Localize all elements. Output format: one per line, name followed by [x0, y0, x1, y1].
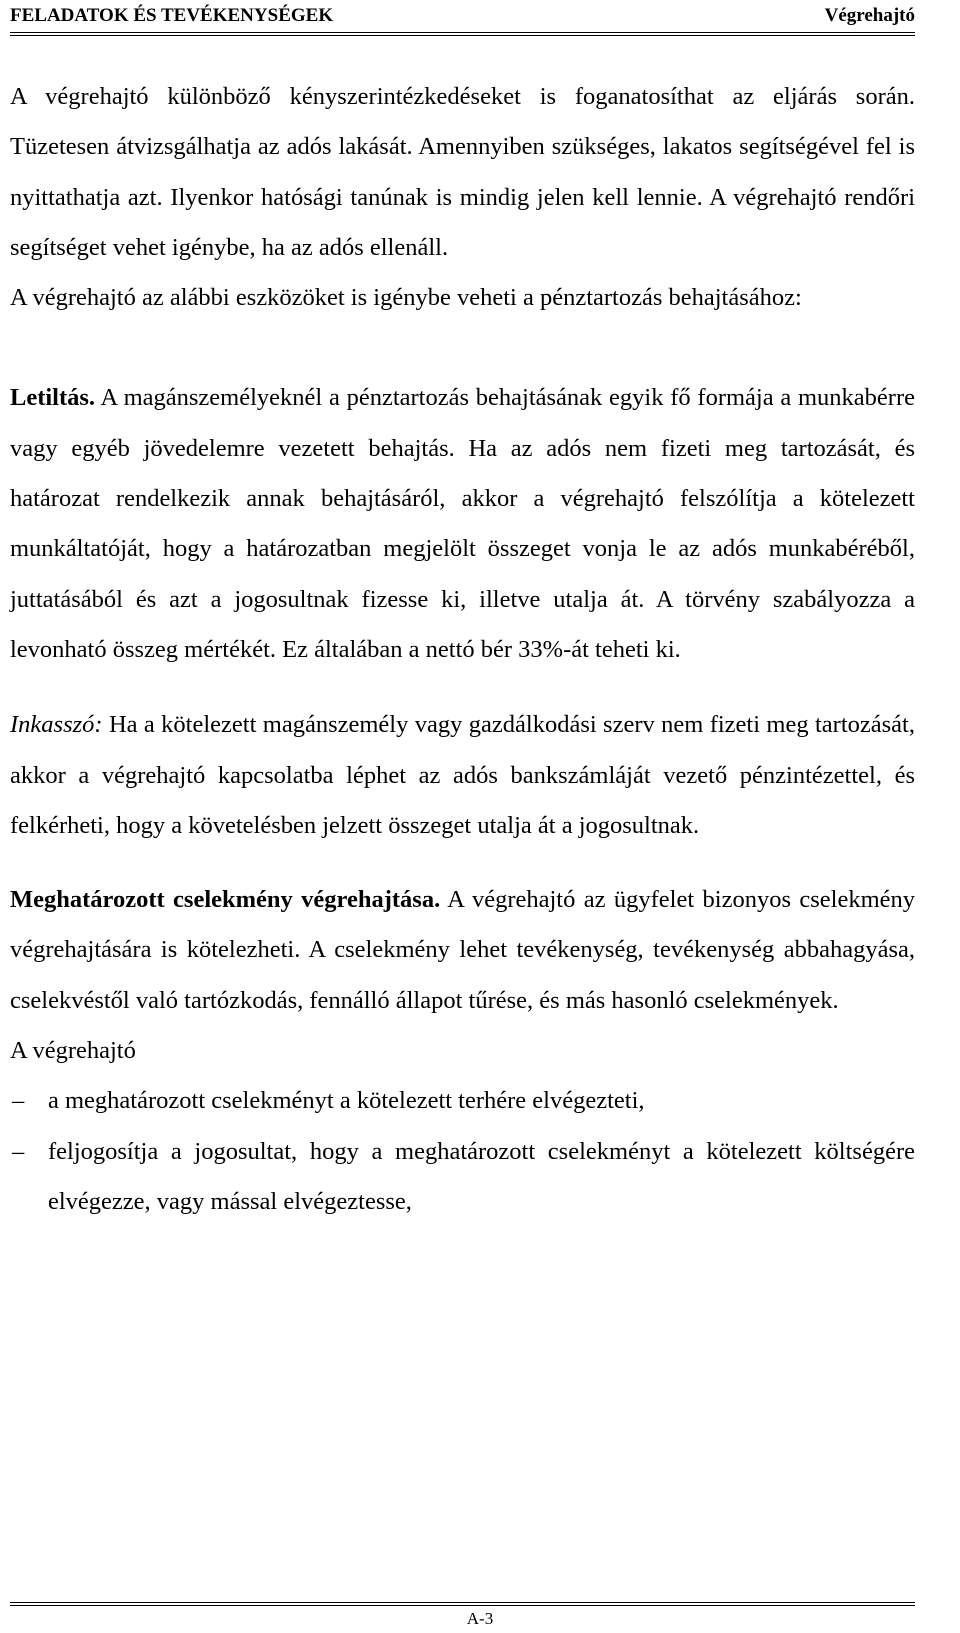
header-chapter-title: Végrehajtó — [824, 5, 915, 26]
header-double-rule — [10, 32, 915, 36]
list-item — [10, 1127, 915, 1228]
running-header — [10, 4, 915, 28]
paragraph-letiltas — [10, 373, 915, 675]
letiltas-text: A magánszemélyeknél a pénztartozás behajtásának egyik fő formája a munkabérre vagy egyéb jövedelemre vezetett behajtás. Ha az adós nem fizeti meg tartozását, és határozat rendelkezik annak behajtásáról, akkor a végrehajtó felszólítja a kötelezett munkáltatóját, hogy a határozatban megjelölt összeget vonja le az adós munkabéréből, juttatásából és azt a jogosultnak fizesse ki, illetve utalja át. A törvény szabályozza a levonható összeg mértékét. Ez általában a nettó bér 33%-át teheti ki. — [10, 384, 915, 663]
cselekmeny-text: A végrehajtó az ügyfelet bizonyos cselekmény végrehajtására is kötelezheti. A cselekmény lehet tevékenység, tevékenység abbahagyása, cselekvéstől való tartózkodás, fennálló állapot tűrése, és más hasonló cselekmények. — [10, 886, 916, 1014]
paragraph-list-intro: A végrehajtó — [10, 1037, 136, 1065]
paragraph-intro: A végrehajtó különböző kényszerintézkedéseket is foganatosíthat az eljárás során. Tüzetesen átvizsgálhatja az adós lakását. Amennyiben szükséges, lakatos segítségével fel is nyittathatja azt. Ilyenkor hatósági tanúnak is mindig jelen kell lennie. A végrehajtó rendőri segítséget vehet igénybe, ha az adós ellenáll. — [10, 83, 915, 261]
list-item-text: a meghatározott cselekményt a kötelezett terhére elvégezteti, — [48, 1087, 645, 1115]
list-item-text: feljogosítja a jogosultat, hogy a meghatározott cselekményt a kötelezett költségére elvégezze, vagy mással elvégeztesse, — [48, 1137, 915, 1215]
paragraph-inkasszo — [10, 700, 915, 851]
paragraph-tools: A végrehajtó az alábbi eszközöket is igénybe veheti a pénztartozás behajtásához: — [10, 284, 802, 312]
term-letiltas: Letiltás. — [10, 384, 96, 412]
list-item — [10, 1076, 915, 1126]
header-section-title: FELADATOK ÉS TEVÉKENYSÉGEK — [10, 5, 334, 26]
obligation-list — [10, 1076, 915, 1227]
page-number: A-3 — [466, 1609, 494, 1628]
term-cselekmeny: Meghatározott cselekmény végrehajtása. — [10, 886, 441, 914]
dash-bullet: – — [12, 1137, 25, 1165]
dash-bullet: – — [12, 1087, 25, 1115]
footer-double-rule — [10, 1602, 915, 1606]
term-inkasszo: Inkasszó: — [10, 711, 103, 739]
page-body — [10, 72, 915, 1227]
inkasszo-text: Ha a kötelezett magánszemély vagy gazdálkodási szerv nem fizeti meg tartozását, akkor a végrehajtó kapcsolatba léphet az adós bankszámláját vezető pénzintézettel, és felkérheti, hogy a követelésben jelzett összeget utalja át a jogosultnak. — [10, 711, 915, 839]
paragraph-cselekmeny — [10, 875, 915, 1026]
